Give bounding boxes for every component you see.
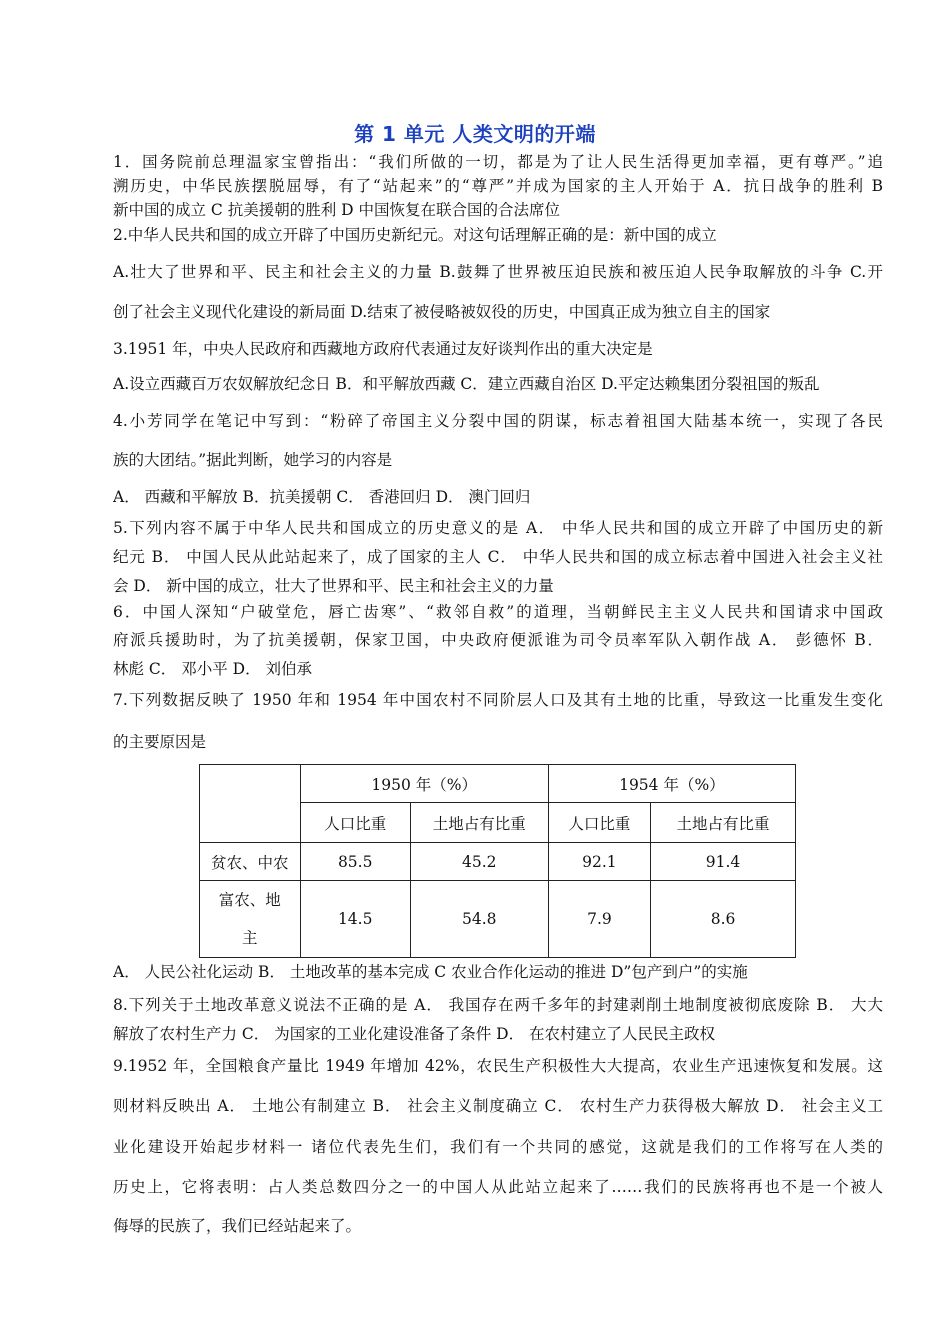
- text-line: 7.下列数据反映了 1950 年和 1954 年中国农村不同阶层人口及其有土地的比重，导致这一比重发生变化: [113, 691, 883, 709]
- text-line: 5.下列内容不属于中华人民共和国成立的历史意义的是 A． 中华人民共和国的成立开辟了中国历史的新: [113, 519, 883, 537]
- text-line: 9.1952 年，全国粮食产量比 1949 年增加 42%，农民生产积极性大大提高，农业生产迅速恢复和发展。这: [113, 1057, 883, 1075]
- table-cell: 45.2: [410, 843, 548, 881]
- text-line: 1．国务院前总理温家宝曾指出：“我们所做的一切，都是为了让人民生活得更加幸福，更有尊严。”追: [113, 153, 883, 171]
- table-cell: 8.6: [651, 881, 796, 958]
- table-cell: 54.8: [410, 881, 548, 958]
- text-line: 3.1951 年，中央人民政府和西藏地方政府代表通过友好谈判作出的重大决定是: [113, 340, 653, 358]
- table-cell: 91.4: [651, 843, 796, 881]
- text-line: A.壮大了世界和平、民主和社会主义的力量 B.鼓舞了世界被压迫民族和被压迫人民争取解放的斗争 C.开: [113, 263, 883, 281]
- page-title: 第 1 单元 人类文明的开端: [354, 122, 596, 146]
- table-subheader: 土地占有比重: [410, 803, 548, 843]
- text-line: 族的大团结。”据此判断，她学习的内容是: [113, 451, 393, 469]
- table-subheader: 人口比重: [300, 803, 410, 843]
- text-line: 会 D． 新中国的成立，壮大了世界和平、民主和社会主义的力量: [113, 577, 554, 595]
- table-cell: 14.5: [300, 881, 410, 958]
- table-cell: 85.5: [300, 843, 410, 881]
- table-header-1950: 1950 年（%）: [300, 765, 548, 803]
- table-row-label: 富农、地主: [200, 881, 301, 958]
- table-row-label: 贫农、中农: [200, 843, 301, 881]
- text-line: A.设立西藏百万农奴解放纪念日 B．和平解放西藏 C．建立西藏自治区 D.平定达赖集团分裂祖国的叛乱: [113, 375, 820, 393]
- text-line: 2.中华人民共和国的成立开辟了中国历史新纪元。对这句话理解正确的是：新中国的成立: [113, 226, 717, 244]
- text-line: 溯历史，中华民族摆脱屈辱，有了“站起来”的“尊严”并成为国家的主人开始于 A．抗日战争的胜利 B: [113, 177, 883, 195]
- table-corner-cell: [200, 765, 301, 843]
- text-line: 历史上，它将表明：占人类总数四分之一的中国人从此站立起来了……我们的民族将再也不是一个被人: [113, 1178, 883, 1196]
- text-line: 新中国的成立 C 抗美援朝的胜利 D 中国恢复在联合国的合法席位: [113, 201, 560, 219]
- text-line: 侮辱的民族了，我们已经站起来了。: [113, 1217, 362, 1235]
- text-line: 6．中国人深知“户破堂危，唇亡齿寒”、“救邻自救”的道理，当朝鲜民主主义人民共和国请求中国政: [113, 603, 883, 621]
- text-line: 8.下列关于土地改革意义说法不正确的是 A． 我国存在两千多年的封建剥削土地制度被彻底废除 B． 大大: [113, 996, 883, 1014]
- text-line: 府派兵援助时，为了抗美援朝，保家卫国，中央政府便派谁为司令员率军队入朝作战 A． 彭德怀 B．: [113, 631, 883, 649]
- text-line: 则材料反映出 A． 土地公有制建立 B． 社会主义制度确立 C． 农村生产力获得极大解放 D． 社会主义工: [113, 1097, 883, 1115]
- table-subheader: 人口比重: [548, 803, 650, 843]
- text-line: 4.小芳同学在笔记中写到：“粉碎了帝国主义分裂中国的阴谋，标志着祖国大陆基本统一，实现了各民: [113, 412, 883, 430]
- table-cell: 7.9: [548, 881, 650, 958]
- text-line: 创了社会主义现代化建设的新局面 D.结束了被侵略被奴役的历史，中国真正成为独立自主的国家: [113, 303, 771, 321]
- table-cell: 92.1: [548, 843, 650, 881]
- text-line: 业化建设开始起步材料一 诸位代表先生们，我们有一个共同的感觉，这就是我们的工作将写在人类的: [113, 1138, 883, 1156]
- data-table: [199, 764, 796, 958]
- text-line: 的主要原因是: [113, 733, 207, 751]
- text-line: A． 西藏和平解放 B．抗美援朝 C． 香港回归 D． 澳门回归: [113, 488, 531, 506]
- table-subheader: 土地占有比重: [651, 803, 796, 843]
- text-line: A． 人民公社化运动 B． 土地改革的基本完成 C 农业合作化运动的推进 D”包产到户”的实施: [113, 963, 748, 981]
- text-line: 纪元 B． 中国人民从此站起来了，成了国家的主人 C． 中华人民共和国的成立标志着中国进入社会主义社: [113, 548, 883, 566]
- text-line: 林彪 C． 邓小平 D． 刘伯承: [113, 660, 312, 678]
- table-header-1954: 1954 年（%）: [548, 765, 795, 803]
- text-line: 解放了农村生产力 C． 为国家的工业化建设准备了条件 D． 在农村建立了人民民主政权: [113, 1025, 715, 1043]
